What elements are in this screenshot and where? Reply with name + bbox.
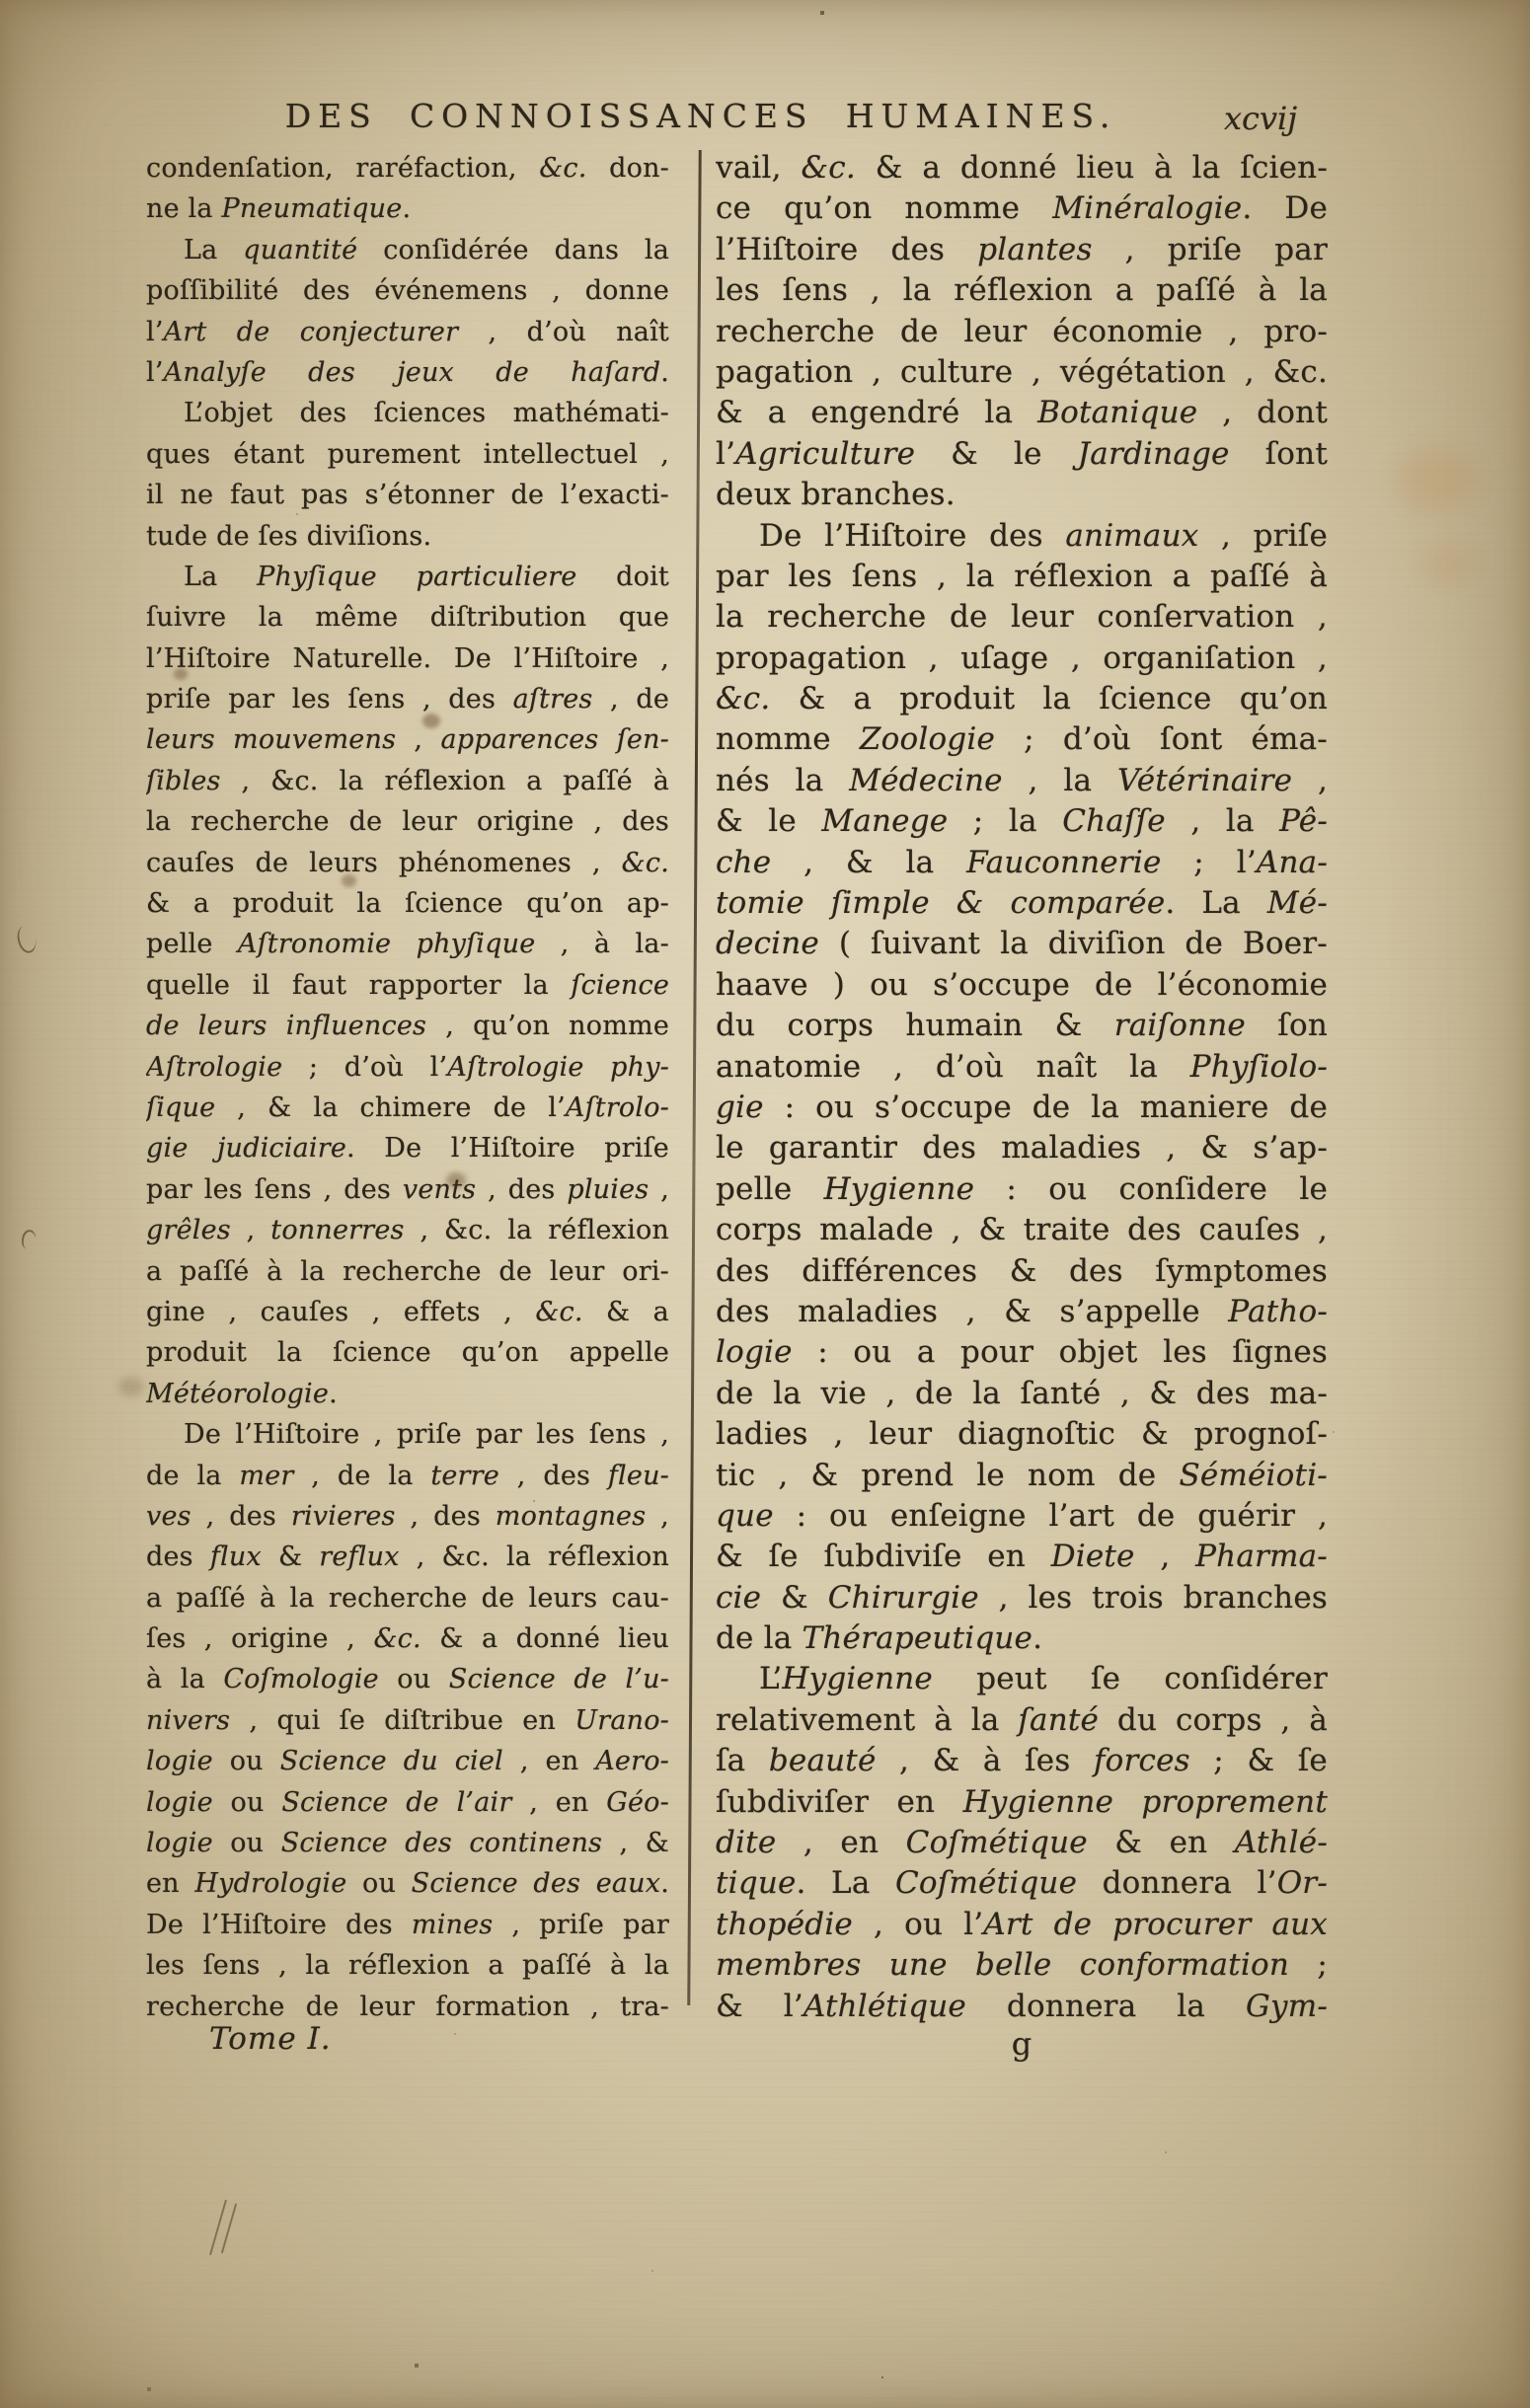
text-line: dite , en Coſmétique & en Athlé- <box>716 1825 1328 1861</box>
column-divider-rule <box>687 150 701 2005</box>
signature-mark: g <box>1011 2025 1033 2063</box>
text-line: La quantité conſidérée dans la <box>184 234 669 265</box>
text-line: vail, &c. & a donné lieu à la ſcien- <box>716 150 1328 186</box>
text-line: ſes , origine , &c. & a donné lieu <box>146 1623 669 1655</box>
text-line: ladies , leur diagnoſtic & prognoſ- <box>716 1416 1328 1453</box>
text-line: quelle il faut rapporter la ſcience <box>146 969 669 1001</box>
text-line: che , & la Fauconnerie ; l’Ana- <box>716 844 1328 880</box>
text-line: Météorologie. <box>146 1378 338 1409</box>
text-line: logie ou Science de l’air , en Géo- <box>146 1786 669 1818</box>
text-line: logie ou Science des continens , & <box>146 1828 669 1859</box>
text-line: Aſtrologie ; d’où l’Aſtrologie phy- <box>146 1051 669 1083</box>
tome-catchline: Tome I. <box>209 2021 332 2057</box>
text-line: cauſes de leurs phénomenes , &c. <box>146 847 669 878</box>
text-line: ſique , & la chimere de l’Aſtrolo- <box>146 1091 669 1123</box>
text-line: thopédie , ou l’Art de procurer aux <box>716 1906 1328 1942</box>
text-line: corps malade , & traite des cauſes , <box>716 1212 1328 1248</box>
text-line: l’Hiſtoire Naturelle. De l’Hiſtoire , <box>146 642 669 674</box>
text-column-left <box>146 148 669 2027</box>
text-line: haave ) ou s’occupe de l’économie <box>716 966 1328 1003</box>
text-line: de la Thérapeutique. <box>716 1620 1043 1657</box>
paper-stain <box>118 1377 144 1396</box>
text-line: l’Agriculture & le Jardinage ſont <box>716 435 1328 472</box>
text-line: nomme Zoologie ; d’où ſont éma- <box>716 721 1328 758</box>
text-line: pagation , culture , végétation , &c. <box>716 353 1328 390</box>
text-line: par les ſens , la réflexion a paſſé à <box>716 558 1328 594</box>
text-line: tomie ſimple & comparée. La Mé- <box>716 885 1328 922</box>
text-column-right <box>716 148 1328 2027</box>
text-line: grêles , tonnerres , &c. la réflexion <box>146 1215 669 1246</box>
text-line: & a produit la ſcience qu’on ap- <box>146 888 669 920</box>
text-line: anatomie , d’où naît la Phyſiolo- <box>716 1048 1328 1085</box>
text-line: recherche de leur formation , tra- <box>146 1991 669 2022</box>
text-line: produit la ſcience qu’on appelle <box>146 1337 669 1369</box>
paper-stain <box>1397 449 1476 512</box>
text-line: &c. & a produit la ſcience qu’on <box>716 681 1328 717</box>
scratch-mark <box>221 2204 237 2254</box>
text-line: tic , & prend le nom de Séméioti- <box>716 1457 1328 1493</box>
text-line: L’objet des ſciences mathémati- <box>184 398 669 429</box>
text-line: de leurs influences , qu’on nomme <box>146 1011 669 1042</box>
text-line: & l’Athlétique donnera la Gym- <box>716 1988 1328 2024</box>
text-line: decine ( ſuivant la diviſion de Boer- <box>716 926 1328 962</box>
text-line: à la Coſmologie ou Science de l’u- <box>146 1664 669 1695</box>
text-line: l’Art de conjecturer , d’où naît <box>146 316 669 347</box>
text-line: deux branches. <box>716 477 956 513</box>
text-line: ce qu’on nomme Minéralogie. De <box>716 190 1328 227</box>
text-line: par les ſens , des vents , des pluies , <box>146 1173 669 1205</box>
text-line: la recherche de leur origine , des <box>146 806 669 838</box>
text-line: condenſation, raréfaction, &c. don- <box>146 153 669 184</box>
text-line: ſa beauté , & à ſes forces ; & ſe <box>716 1743 1328 1779</box>
text-line: la recherche de leur conſervation , <box>716 599 1328 636</box>
text-line: cie & Chirurgie , les trois branches <box>716 1579 1328 1616</box>
edge-mark <box>20 1229 37 1250</box>
text-line: des maladies , & s’appelle Patho- <box>716 1293 1328 1329</box>
text-line: de la mer , de la terre , des fleu- <box>146 1460 669 1491</box>
text-line: La Phyſique particuliere doit <box>184 561 669 592</box>
text-line: L’Hygienne peut ſe conſidérer <box>759 1661 1328 1697</box>
text-line: tique. La Coſmétique donnera l’Or- <box>716 1865 1328 1902</box>
text-line: membres une belle conformation ; <box>716 1947 1328 1984</box>
text-line: a paſſé à la recherche de leurs cau- <box>146 1582 669 1614</box>
text-line: pelle Hygienne : ou conſidere le <box>716 1170 1328 1207</box>
text-line: & ſe ſubdiviſe en Diete , Pharma- <box>716 1539 1328 1575</box>
text-line: & le Manege ; la Chaſſe , la Pê- <box>716 803 1328 840</box>
text-line: recherche de leur économie , pro- <box>716 313 1328 349</box>
running-header: DES CONNOISSANCES HUMAINES. <box>284 97 1117 135</box>
text-line: gie : ou s’occupe de la maniere de <box>716 1089 1328 1125</box>
text-line: le garantir des maladies , & s’ap- <box>716 1130 1328 1166</box>
text-line: que : ou enſeigne l’art de guérir , <box>716 1497 1328 1534</box>
text-line: en Hydrologie ou Science des eaux. <box>146 1868 669 1900</box>
text-line: ſubdiviſer en Hygienne proprement <box>716 1783 1328 1820</box>
text-line: De l’Hiſtoire des mines , priſe par <box>146 1909 669 1940</box>
text-line: ne la Pneumatique. <box>146 193 412 225</box>
text-line: pelle Aſtronomie phyſique , à la- <box>146 929 669 960</box>
text-line: leurs mouvemens , apparences ſen- <box>146 724 669 756</box>
text-line: ſibles , &c. la réflexion a paſſé à <box>146 765 669 796</box>
page-number: xcvij <box>1224 100 1298 137</box>
text-line: logie ou Science du ciel , en Aero- <box>146 1746 669 1777</box>
text-line: priſe par les ſens , des aſtres , de <box>146 684 669 715</box>
text-line: ſuivre la même diſtribution que <box>146 602 669 634</box>
text-line: a paſſé à la recherche de leur ori- <box>146 1255 669 1287</box>
text-line: l’Hiſtoire des plantes , priſe par <box>716 231 1328 267</box>
text-line: des flux & reflux , &c. la réflexion <box>146 1542 669 1573</box>
text-line: tude de ſes diviſions. <box>146 520 432 552</box>
text-line: relativement à la ſanté du corps , à <box>716 1701 1328 1738</box>
edge-mark <box>15 924 38 955</box>
text-line: l’Analyſe des jeux de haſard. <box>146 356 669 388</box>
text-line: De l’Hiſtoire , priſe par les ſens , <box>184 1419 669 1451</box>
text-line: gie judiciaire. De l’Hiſtoire priſe <box>146 1133 669 1165</box>
paper-stain <box>1421 543 1473 584</box>
text-line: les ſens , la réflexion a paſſé à la <box>716 272 1328 309</box>
scratch-mark <box>209 2200 227 2255</box>
text-line: ves , des rivieres , des montagnes , <box>146 1500 669 1532</box>
text-line: & a engendré la Botanique , dont <box>716 395 1328 431</box>
text-line: logie : ou a pour objet les ſignes <box>716 1334 1328 1371</box>
text-line: gine , cauſes , effets , &c. & a <box>146 1296 669 1327</box>
text-line: ques étant purement intellectuel , <box>146 438 669 470</box>
text-line: poſſibilité des événemens , donne <box>146 275 669 307</box>
text-line: propagation , uſage , organiſation , <box>716 640 1328 676</box>
text-line: nés la Médecine , la Vétérinaire , <box>716 762 1328 798</box>
text-line: nivers , qui ſe diſtribue en Urano- <box>146 1704 669 1736</box>
text-line: il ne faut pas s’étonner de l’exacti- <box>146 480 669 511</box>
text-line: De l’Hiſtoire des animaux , priſe <box>759 517 1328 554</box>
text-line: les ſens , la réflexion a paſſé à la <box>146 1950 669 1982</box>
paper-specks <box>0 0 2 2</box>
text-line: des différences & des ſymptomes <box>716 1252 1328 1289</box>
text-line: de la vie , de la ſanté , & des ma- <box>716 1375 1328 1411</box>
text-line: du corps humain & raiſonne ſon <box>716 1008 1328 1044</box>
